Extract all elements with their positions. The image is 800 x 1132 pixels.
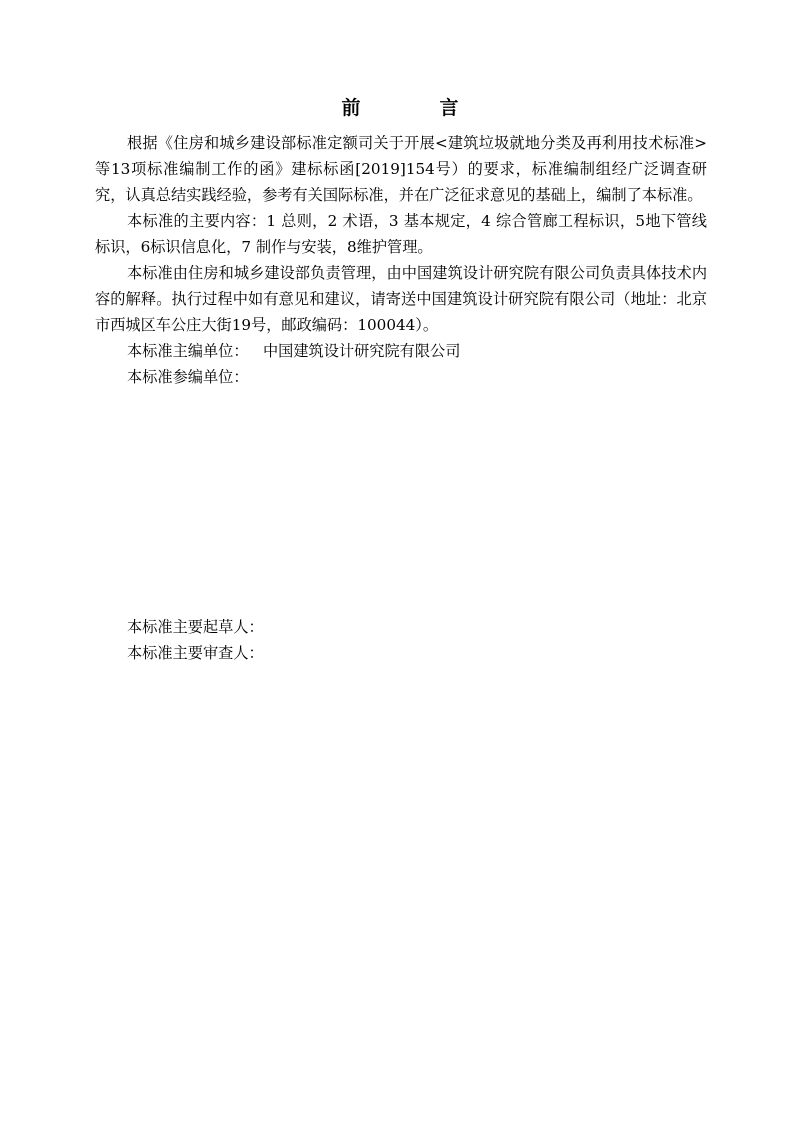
paragraph-basis: 根据《住房和城乡建设部标准定额司关于开展<建筑垃圾就地分类及再利用技术标准>等13项标准编制工作的函》建标标函[2019]154号）的要求，标准编制组经广泛调查研究，认真总结实践经验，参考有关国际标准，并在广泛征求意见的基础上，编制了本标准。 — [95, 134, 707, 204]
paragraph-management: 本标准由住房和城乡建设部负责管理，由中国建筑设计研究院有限公司负责具体技术内容的解释。执行过程中如有意见和建议，请寄送中国建筑设计研究院有限公司（地址：北京市西城区车公庄大街19号，邮政编码：100044）。 — [95, 264, 707, 334]
preface-body — [95, 130, 707, 390]
page-title: 前 言 — [341, 97, 489, 119]
chief-editor-value: 中国建筑设计研究院有限公司 — [262, 342, 461, 360]
main-reviewers-label: 本标准主要审查人： — [127, 644, 264, 662]
chief-editor-label: 本标准主编单位： — [127, 342, 249, 360]
participating-units-row — [95, 364, 707, 390]
paragraph-contents: 本标准的主要内容：1 总则，2 术语，3 基本规定，4 综合管廊工程标识，5地下管线标识，6标识信息化，7 制作与安装，8维护管理。 — [95, 212, 707, 256]
main-drafters-label: 本标准主要起草人： — [127, 618, 264, 636]
chief-editor-row — [95, 338, 707, 364]
participating-units-label: 本标准参编单位： — [127, 368, 249, 386]
